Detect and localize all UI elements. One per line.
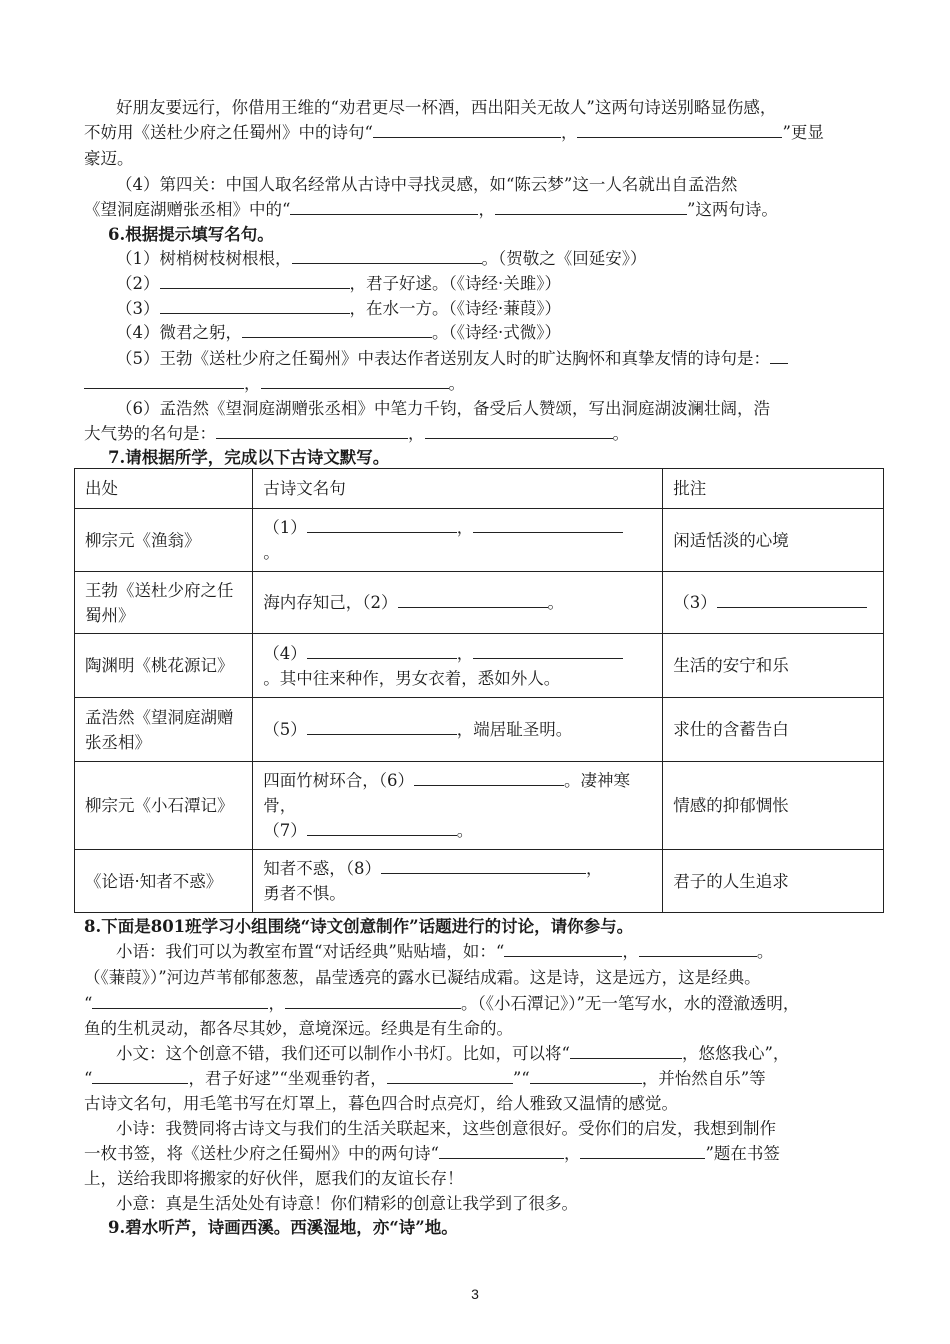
- dialogue-line: “ ， 。（《小石潭记》）”无一笔写水，水的澄澈透明，: [84, 994, 800, 1013]
- table-row: [75, 634, 884, 698]
- table-row: [75, 509, 884, 572]
- table-header-row: [75, 469, 884, 509]
- cell-note: 闲适恬淡的心境: [663, 509, 884, 572]
- answer-blank[interactable]: [495, 200, 687, 215]
- q6-item: （6）孟浩然《望洞庭湖赠张丞相》中笔力千钧，备受后人赞颂，写出洞庭湖波澜壮阔，浩: [116, 399, 770, 418]
- header-source: 出处: [75, 469, 253, 509]
- answer-blank[interactable]: [504, 942, 622, 957]
- header-note: 批注: [663, 469, 884, 509]
- answer-blank[interactable]: [530, 1069, 642, 1084]
- cell-verse: （1） ， 。: [253, 509, 663, 572]
- table-row: [75, 762, 884, 850]
- dialogue-line: 一枚书签，将《送杜少府之任蜀州》中的两句诗“ ， ”题在书签: [84, 1144, 780, 1163]
- dialogue-line: 古诗文名句，用毛笔书写在灯罩上，暮色四合时点亮灯，给人雅致又温情的感觉。: [84, 1094, 678, 1113]
- q6-item: 大气势的名句是： ， 。: [84, 424, 629, 443]
- answer-blank[interactable]: [307, 720, 457, 735]
- answer-blank[interactable]: [439, 1144, 564, 1159]
- answer-blank[interactable]: [160, 299, 350, 314]
- q6-item: （5）王勃《送杜少府之任蜀州》中表达作者送别友人时的旷达胸怀和真挚友情的诗句是：: [116, 347, 884, 371]
- dialogue-line: 小文：这个创意不错，我们还可以制作小书灯。比如，可以将“ ，悠悠我心”，: [116, 1044, 790, 1063]
- answer-blank[interactable]: [381, 859, 586, 874]
- paragraph-line: 《望洞庭湖赠张丞相》中的“ ， ”这两句诗。: [84, 200, 778, 219]
- cell-verse: 知者不惑，（8） ， 勇者不惧。: [253, 850, 663, 913]
- header-verse: 古诗文名句: [253, 469, 663, 509]
- answer-blank[interactable]: [473, 644, 623, 659]
- answer-blank[interactable]: [577, 123, 782, 138]
- answer-blank[interactable]: [290, 200, 478, 215]
- cell-verse: 海内存知己，（2） 。: [253, 572, 663, 634]
- q6-item: （3） ，在水一方。（《诗经·蒹葭》）: [116, 299, 561, 318]
- answer-blank[interactable]: [92, 1069, 188, 1084]
- q6-item: （4）微君之躬， 。（《诗经·式微》）: [116, 323, 561, 342]
- answer-blank[interactable]: [242, 323, 432, 338]
- answer-blank[interactable]: [387, 1069, 513, 1084]
- cell-source: 《论语·知者不惑》: [75, 850, 253, 913]
- q6-item: ， 。: [84, 372, 884, 396]
- cell-source: 孟浩然《望洞庭湖赠张丞相》: [75, 698, 253, 762]
- answer-blank[interactable]: [580, 1144, 705, 1159]
- cell-verse: （4） ， 。其中往来种作，男女衣着，悉如外人。: [253, 634, 663, 698]
- table-row: [75, 698, 884, 762]
- question-7-title: 7.请根据所学，完成以下古诗文默写。: [108, 448, 390, 467]
- q6-item: （1）树梢树枝树根根， 。（贺敬之《回延安》）: [116, 249, 647, 268]
- question-8-title: 8.下面是801班学习小组围绕“诗文创意制作”话题进行的讨论，请你参与。: [84, 917, 634, 936]
- answer-blank[interactable]: [84, 374, 244, 389]
- cell-note: （3）: [663, 572, 884, 634]
- answer-blank[interactable]: [373, 123, 561, 138]
- dialogue-line: 小语：我们可以为教室布置“对话经典”贴贴墙，如：“ ， 。: [116, 942, 774, 961]
- question-9-title: 9.碧水听芦，诗画西溪。西溪湿地，亦“诗”地。: [108, 1218, 458, 1237]
- answer-blank[interactable]: [307, 821, 457, 836]
- answer-blank[interactable]: [285, 994, 461, 1009]
- paragraph-line: 好朋友要远行，你借用王维的“劝君更尽一杯酒，西出阳关无故人”这两句诗送别略显伤感，: [116, 98, 777, 117]
- page-number: 3: [471, 1286, 479, 1302]
- answer-blank[interactable]: [570, 1044, 682, 1059]
- cell-verse: 四面竹树环合，（6） 。凄神寒骨， （7） 。: [253, 762, 663, 850]
- cell-source: 王勃《送杜少府之任蜀州》: [75, 572, 253, 634]
- cell-verse: （5） ，端居耻圣明。: [253, 698, 663, 762]
- cell-note: 君子的人生追求: [663, 850, 884, 913]
- dialogue-line: 鱼的生机灵动，都各尽其妙，意境深远。经典是有生命的。: [84, 1019, 513, 1038]
- dialogue-line: 小诗：我赞同将古诗文与我们的生活关联起来，这些创意很好。受你们的启发，我想到制作: [116, 1119, 776, 1138]
- cell-note: 情感的抑郁惆怅: [663, 762, 884, 850]
- answer-blank[interactable]: [639, 942, 757, 957]
- answer-blank[interactable]: [307, 644, 457, 659]
- paragraph-line: 豪迈。: [84, 149, 134, 168]
- cell-note: 生活的安宁和乐: [663, 634, 884, 698]
- recitation-table: [74, 468, 884, 913]
- answer-blank[interactable]: [414, 771, 564, 786]
- q6-item: （2） ，君子好逑。（《诗经·关雎》）: [116, 274, 561, 293]
- answer-blank[interactable]: [398, 593, 548, 608]
- answer-blank[interactable]: [307, 518, 457, 533]
- cell-note: 求仕的含蓄告白: [663, 698, 884, 762]
- answer-blank[interactable]: [717, 593, 867, 608]
- dialogue-line: 上，送给我即将搬家的好伙伴，愿我们的友谊长存！: [84, 1169, 464, 1188]
- cell-source: 陶渊明《桃花源记》: [75, 634, 253, 698]
- answer-blank[interactable]: [292, 249, 482, 264]
- answer-blank[interactable]: [473, 518, 623, 533]
- cell-source: 柳宗元《渔翁》: [75, 509, 253, 572]
- answer-blank[interactable]: [770, 349, 788, 364]
- answer-blank[interactable]: [261, 374, 449, 389]
- answer-blank[interactable]: [216, 424, 408, 439]
- answer-blank[interactable]: [425, 424, 613, 439]
- paragraph-line: 不妨用《送杜少府之任蜀州》中的诗句“ ， ”更显: [84, 123, 824, 142]
- dialogue-line: （《蒹葭》）”河边芦苇郁郁葱葱，晶莹透亮的露水已凝结成霜。这是诗，这是远方，这是经典。: [84, 968, 761, 987]
- dialogue-line: “ ，君子好逑”“坐观垂钓者， ”“ ，并怡然自乐”等: [84, 1069, 766, 1088]
- question-6-title: 6.根据提示填写名句。: [108, 225, 274, 244]
- answer-blank[interactable]: [92, 994, 268, 1009]
- answer-blank[interactable]: [160, 274, 350, 289]
- cell-source: 柳宗元《小石潭记》: [75, 762, 253, 850]
- dialogue-line: 小意：真是生活处处有诗意！你们精彩的创意让我学到了很多。: [116, 1194, 578, 1213]
- table-row: [75, 850, 884, 913]
- table-row: [75, 572, 884, 634]
- paragraph-line: （4）第四关：中国人取名经常从古诗中寻找灵感，如“陈云梦”这一人名就出自孟浩然: [116, 175, 738, 194]
